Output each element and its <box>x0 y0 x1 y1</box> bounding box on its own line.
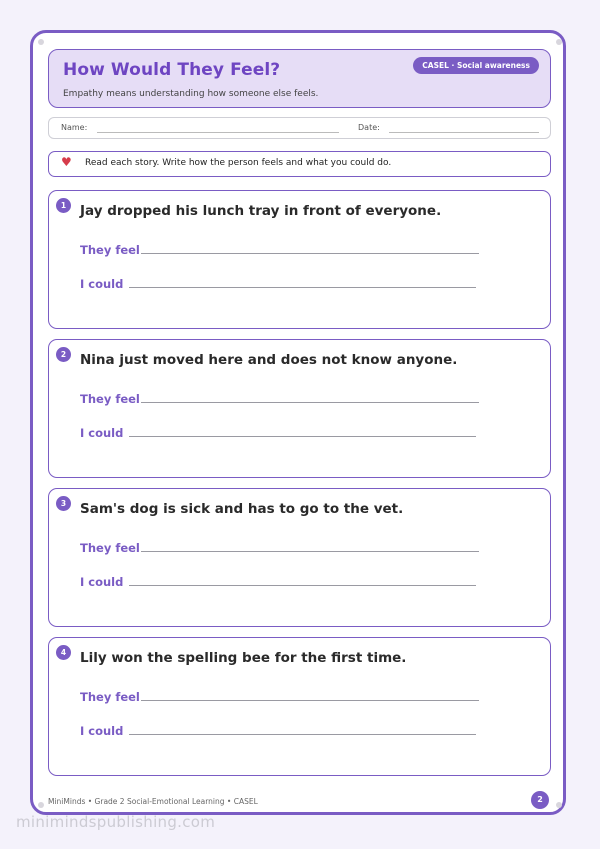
story-number-badge: 1 <box>56 198 71 213</box>
corner-dot-top-right <box>556 39 562 45</box>
they-feel-label: They feel <box>80 541 140 555</box>
story-number-badge: 3 <box>56 496 71 511</box>
i-could-label: I could <box>80 724 124 738</box>
i-could-label: I could <box>80 426 124 440</box>
story-card-3 <box>48 488 551 627</box>
date-field[interactable] <box>389 132 539 133</box>
i-could-label: I could <box>80 575 124 589</box>
they-feel-answer-line[interactable] <box>141 402 479 403</box>
story-number-badge: 4 <box>56 645 71 660</box>
i-could-answer-line[interactable] <box>129 287 476 288</box>
heart-icon: ♥ <box>61 155 72 169</box>
instructions-box <box>48 151 551 177</box>
name-label: Name: <box>61 123 88 132</box>
corner-dot-bottom-right <box>556 802 562 808</box>
instructions-text: Read each story. Write how the person feels and what you could do. <box>85 158 392 168</box>
date-label: Date: <box>358 123 380 132</box>
they-feel-label: They feel <box>80 243 140 257</box>
i-could-answer-line[interactable] <box>129 585 476 586</box>
casel-badge: CASEL · Social awareness <box>413 57 539 74</box>
publisher-watermark: minimindspublishing.com <box>16 813 216 831</box>
story-card-2 <box>48 339 551 478</box>
i-could-answer-line[interactable] <box>129 436 476 437</box>
they-feel-label: They feel <box>80 392 140 406</box>
story-text: Lily won the spelling bee for the first time. <box>80 650 407 666</box>
i-could-label: I could <box>80 277 124 291</box>
name-field[interactable] <box>97 132 339 133</box>
they-feel-answer-line[interactable] <box>141 700 479 701</box>
corner-dot-top-left <box>38 39 44 45</box>
they-feel-label: They feel <box>80 690 140 704</box>
story-card-1 <box>48 190 551 329</box>
corner-dot-bottom-left <box>38 802 44 808</box>
i-could-answer-line[interactable] <box>129 734 476 735</box>
story-text: Jay dropped his lunch tray in front of everyone. <box>80 203 442 219</box>
page-title: How Would They Feel? <box>63 60 281 80</box>
footer-text: MiniMinds • Grade 2 Social-Emotional Learning • CASEL <box>48 797 258 806</box>
page-number-badge: 2 <box>531 791 549 809</box>
story-card-4 <box>48 637 551 776</box>
page-subtitle: Empathy means understanding how someone else feels. <box>63 89 319 99</box>
they-feel-answer-line[interactable] <box>141 551 479 552</box>
story-text: Nina just moved here and does not know anyone. <box>80 352 458 368</box>
worksheet-header <box>48 49 551 108</box>
they-feel-answer-line[interactable] <box>141 253 479 254</box>
story-number-badge: 2 <box>56 347 71 362</box>
story-text: Sam's dog is sick and has to go to the vet. <box>80 501 404 517</box>
name-date-bar <box>48 117 551 139</box>
